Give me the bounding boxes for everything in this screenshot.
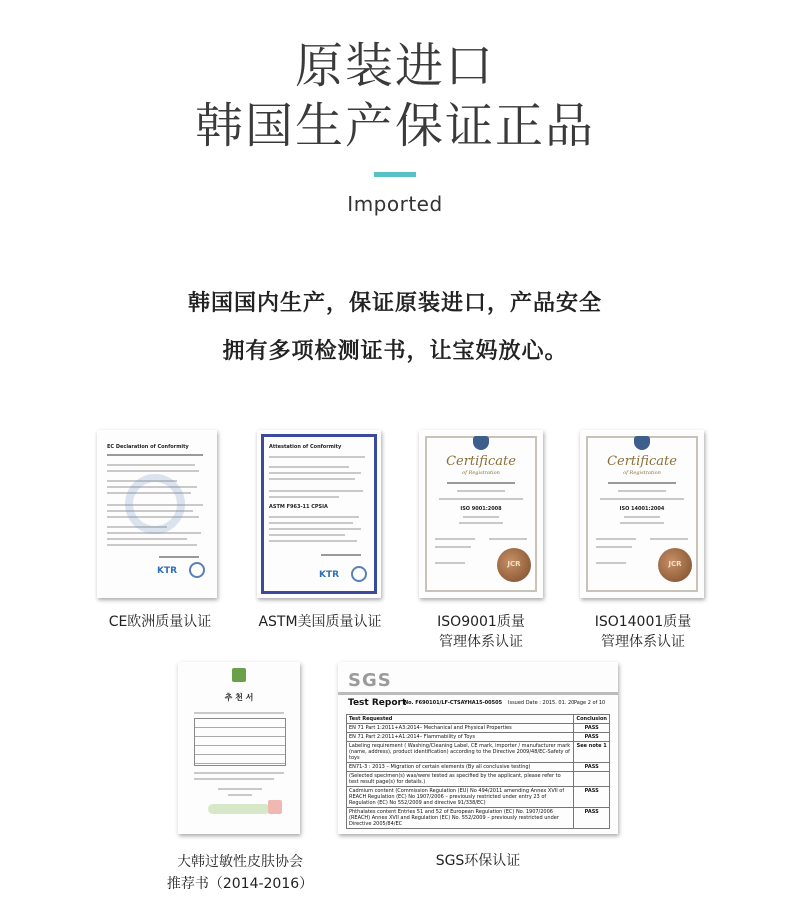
iso9001-doc-title: Certificate bbox=[446, 454, 516, 469]
accent-divider bbox=[374, 172, 416, 177]
ce-ktr-logo: KTR bbox=[157, 566, 178, 576]
ce-watermark bbox=[125, 474, 185, 534]
sgs-report-date: Issued Date : 2015. 01. 20 bbox=[508, 700, 575, 706]
headline-line2: 韩国生产保证正品 bbox=[194, 98, 595, 154]
sgs-test-cell: Cadmium content (Commission Regulation (EU) No 494/2011 amending Annex XVII of REACH Regulation (EC) No 1907/2006 – previously restricted under entry 23 of Regulation (EC) No 552/2009 and directive 91/338/EC) bbox=[347, 787, 574, 808]
table-row bbox=[347, 787, 610, 808]
subtitle: Imported bbox=[347, 192, 443, 216]
ce-stamp bbox=[189, 562, 205, 578]
sgs-test-cell: EN 71 Part 1:2011+A3:2014– Mechanical and Physical Properties bbox=[347, 724, 574, 733]
table-row bbox=[347, 715, 610, 724]
iso14001-caption: ISO14001质量 管理体系认证 bbox=[594, 614, 692, 650]
letter-org-badge bbox=[208, 804, 270, 814]
recommendation-caption: 大韩过敏性皮肤协会 推荐书（2014-2016） bbox=[166, 854, 314, 892]
sgs-test-cell: Labeling requirement ( Washing/Cleaning Label, CE mark, importer / manufacturer mark (name, address), product identification) according to the Directive 2009/48/EC-Safety of toys bbox=[347, 742, 574, 763]
iso9001-doc-sub: of Registration bbox=[462, 470, 500, 476]
letter-table bbox=[194, 718, 286, 766]
sgs-report-number: No. F690101/LF-CTSAYHA15-00505 bbox=[404, 700, 503, 706]
sgs-result-cell: PASS bbox=[574, 763, 610, 772]
sgs-result-cell: PASS bbox=[574, 733, 610, 742]
sgs-logo: SGS bbox=[348, 670, 392, 691]
iso9001-standard: ISO 9001:2008 bbox=[460, 506, 502, 512]
recommendation-letter-image bbox=[178, 662, 300, 834]
sgs-result-cell: PASS bbox=[574, 724, 610, 733]
iso9001-seal: JCR bbox=[497, 548, 531, 582]
letter-title: 추 천 서 bbox=[224, 693, 254, 702]
sgs-test-cell: EN71-3 : 2013 – Migration of certain elements (By all conclusive testing) bbox=[347, 763, 574, 772]
sgs-result-cell: PASS bbox=[574, 787, 610, 808]
sgs-report-image bbox=[338, 662, 618, 834]
table-row bbox=[347, 724, 610, 733]
sgs-result-cell: See note 1 bbox=[574, 742, 610, 763]
description-line2: 拥有多项检测证书，让宝妈放心。 bbox=[222, 339, 568, 364]
astm-doc-title: Attestation of Conformity bbox=[269, 444, 342, 450]
sgs-test-cell: (Selected specimen(s) was/were tested as specified by the applicant, please refer to test result page(s) for details.) bbox=[347, 772, 574, 787]
sgs-result-cell bbox=[574, 772, 610, 787]
iso14001-doc-title: Certificate bbox=[607, 454, 677, 469]
iso14001-certificate-image bbox=[580, 430, 704, 598]
description-line1: 韩国国内生产，保证原装进口，产品安全 bbox=[187, 291, 602, 316]
astm-caption: ASTM美国质量认证 bbox=[258, 614, 382, 630]
astm-ktr-logo: KTR bbox=[319, 570, 340, 580]
iso9001-certificate-image bbox=[419, 430, 543, 598]
astm-stamp bbox=[351, 566, 367, 582]
astm-certificate-image bbox=[257, 430, 381, 598]
sgs-results-table bbox=[346, 714, 610, 829]
astm-standard: ASTM F963-11 CPSIA bbox=[269, 504, 328, 510]
headline-line1: 原装进口 bbox=[294, 38, 495, 94]
table-row bbox=[347, 808, 610, 829]
sgs-result-cell: PASS bbox=[574, 808, 610, 829]
iso14001-doc-sub: of Registration bbox=[623, 470, 661, 476]
ce-caption: CE欧洲质量认证 bbox=[108, 614, 212, 630]
table-row bbox=[347, 733, 610, 742]
sgs-report-page: Page 2 of 10 bbox=[574, 700, 606, 706]
sgs-caption: SGS环保认证 bbox=[435, 853, 521, 869]
iso14001-seal: JCR bbox=[658, 548, 692, 582]
letter-logo bbox=[232, 668, 246, 682]
iso14001-standard: ISO 14001:2004 bbox=[619, 506, 665, 512]
sgs-test-cell: Test Requested bbox=[347, 715, 574, 724]
table-row bbox=[347, 763, 610, 772]
table-row bbox=[347, 742, 610, 763]
ce-doc-title: EC Declaration of Conformity bbox=[107, 444, 189, 450]
sgs-report-title: Test Report bbox=[348, 698, 407, 708]
table-row bbox=[347, 772, 610, 787]
ce-certificate-image bbox=[97, 430, 217, 598]
iso9001-caption: ISO9001质量 管理体系认证 bbox=[437, 614, 525, 650]
letter-stamp bbox=[268, 800, 282, 814]
sgs-result-cell: Conclusion bbox=[574, 715, 610, 724]
sgs-test-cell: Phthalates content Entries 51 and 52 of European Regulation (EC) No. 1907/2006 (REACH) Annex XVII and Regulation (EC) No. 552/2009 – previously restricted under Directive 2005/84/EC bbox=[347, 808, 574, 829]
sgs-test-cell: EN 71 Part 2:2011+A1:2014– Flammability of Toys bbox=[347, 733, 574, 742]
